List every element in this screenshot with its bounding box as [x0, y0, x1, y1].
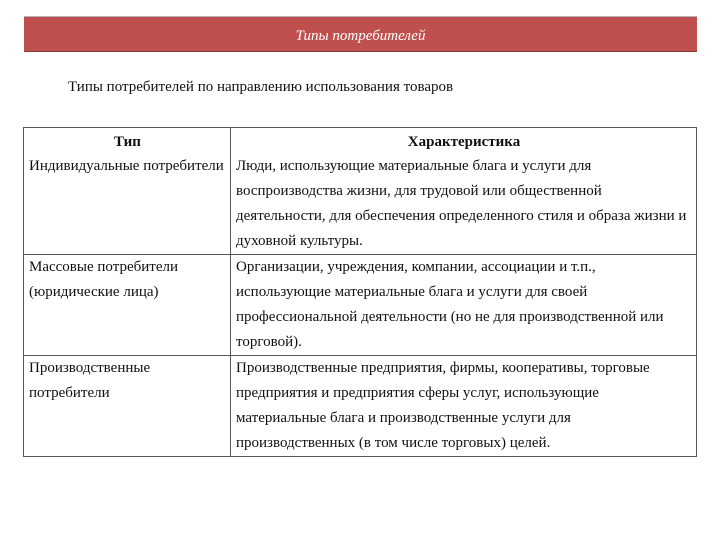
cell-characteristic: Люди, использующие материальные блага и услуги для воспроизводства жизни, для трудовой или общественной деятельности, для обеспечения определенного стиля и образа жизни и духовной культуры. [231, 154, 697, 255]
cell-characteristic: Производственные предприятия, фирмы, кооперативы, торговые предприятия и предприятия сферы услуг, использующие материальные блага и производственные услуги для производственных (в том числе торговых) целей. [231, 356, 697, 457]
cell-type: Массовые потребители (юридические лица) [24, 255, 231, 356]
cell-type: Производственные потребители [24, 356, 231, 457]
table-row [24, 255, 697, 356]
table-header-row [24, 128, 697, 155]
page-title: Типы потребителей [295, 27, 426, 44]
consumer-types-table [23, 127, 697, 457]
column-header-characteristic: Характеристика [231, 128, 697, 155]
cell-type: Индивидуальные потребители [24, 154, 231, 255]
column-header-type: Тип [24, 128, 231, 155]
table-row [24, 154, 697, 255]
table-row [24, 356, 697, 457]
cell-characteristic: Организации, учреждения, компании, ассоциации и т.п., использующие материальные блага и услуги для своей профессиональной деятельности (но не для производственной или торговой). [231, 255, 697, 356]
title-banner [24, 16, 697, 52]
table-caption: Типы потребителей по направлению использования товаров [68, 79, 454, 95]
